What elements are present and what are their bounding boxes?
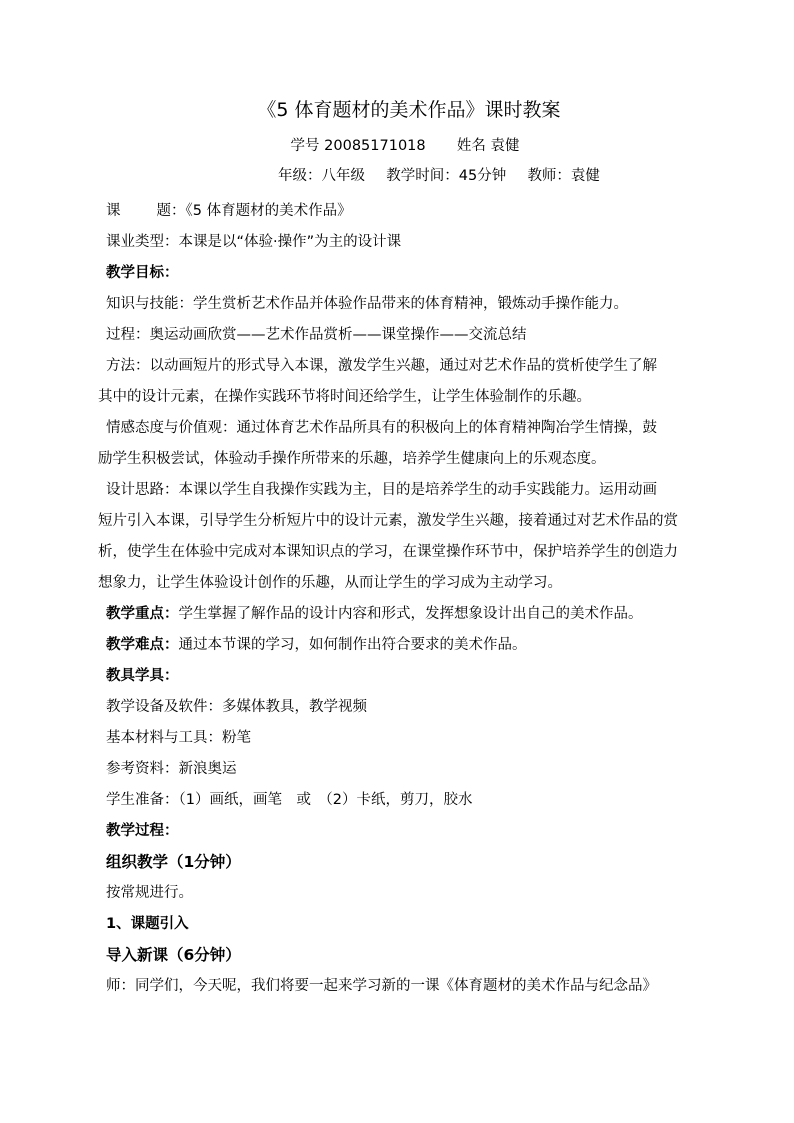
- topic-line: [106, 196, 722, 227]
- key-point-line: [106, 599, 722, 630]
- student-id-label: 学号: [290, 138, 320, 154]
- student-name: 袁健: [490, 138, 520, 154]
- knowledge-line: 知识与技能：学生赏析艺术作品并体验作品带来的体育精神，锻炼动手操作能力。: [106, 296, 628, 312]
- design-line-4: 想象力，让学生体验设计创作的乐趣，从而让学生的学习成为主动学习。: [98, 575, 562, 591]
- equipment-line: 教学设备及软件：多媒体教具，教学视频: [106, 699, 367, 715]
- key-point-value: 学生掌握了解作品的设计内容和形式，发挥想象设计出自己的美术作品。: [178, 606, 643, 622]
- difficulty-label: 教学难点：: [106, 637, 179, 653]
- topic-label-1: 课: [106, 203, 121, 219]
- tools-heading: 教具学具：: [106, 668, 179, 684]
- intro-heading: 1、课题引入: [106, 916, 189, 932]
- teacher-speech-line: 师：同学们，今天呢，我们将要一起来学习新的一课《体育题材的美术作品与纪念品》: [106, 978, 657, 994]
- class-info-line: [156, 164, 722, 188]
- process-line: 过程：奥运动画欣赏——艺术作品赏析——课堂操作——交流总结: [106, 327, 527, 343]
- method-line-1: 方法：以动画短片的形式导入本课，激发学生兴趣，通过对艺术作品的赏析使学生了解: [106, 358, 657, 374]
- new-lesson-heading: 导入新课（6分钟）: [106, 946, 241, 964]
- method-line-2: 其中的设计元素，在操作实践环节将时间还给学生，让学生体验制作的乐趣。: [98, 389, 591, 405]
- page-title: 《5 体育题材的美术作品》课时教案: [257, 99, 561, 121]
- student-info-line: [88, 134, 722, 158]
- teacher-text: 教师：袁健: [527, 168, 600, 184]
- difficulty-value: 通过本节课的学习，如何制作出符合要求的美术作品。: [178, 637, 527, 653]
- topic-label-2: 题：: [156, 203, 186, 219]
- key-point-label: 教学重点：: [106, 606, 179, 622]
- student-prep-line: 学生准备：（1）画纸，画笔 或 （2）卡纸，剪刀，胶水: [106, 792, 473, 808]
- student-id: 20085171018: [324, 138, 426, 154]
- lesson-type-label: 课业类型：: [106, 234, 179, 250]
- design-line-1: 设计思路：本课以学生自我操作实践为主，目的是培养学生的动手实践能力。运用动画: [106, 482, 657, 498]
- organize-heading: 组织教学（1分钟）: [106, 853, 241, 871]
- grade-text: 年级：八年级: [278, 168, 366, 184]
- time-text: 教学时间：45分钟: [386, 168, 507, 184]
- emotion-line-1: 情感态度与价值观：通过体育艺术作品所具有的积极向上的体育精神陶冶学生情操，鼓: [106, 420, 657, 436]
- references-line: 参考资料：新浪奥运: [106, 761, 237, 777]
- name-label: 姓名: [456, 138, 486, 154]
- design-line-2: 短片引入本课，引导学生分析短片中的设计元素，激发学生兴趣，接着通过对艺术作品的赏: [98, 513, 678, 529]
- emotion-line-2: 励学生积极尝试，体验动手操作所带来的乐趣，培养学生健康向上的乐观态度。: [98, 451, 606, 467]
- goal-heading: 教学目标：: [106, 265, 179, 281]
- design-line-3: 析，使学生在体验中完成对本课知识点的学习，在课堂操作环节中，保护培养学生的创造力: [98, 544, 678, 560]
- materials-line: 基本材料与工具：粉笔: [106, 730, 251, 746]
- topic-value: 《5 体育题材的美术作品》: [185, 203, 352, 219]
- organize-text: 按常规进行。: [106, 885, 193, 901]
- lesson-type-value: 本课是以“体验·操作”为主的设计课: [178, 234, 402, 250]
- document-body: [98, 96, 722, 1002]
- difficulty-line: [106, 630, 722, 661]
- process-heading: 教学过程：: [106, 823, 179, 839]
- lesson-type-line: [106, 227, 722, 258]
